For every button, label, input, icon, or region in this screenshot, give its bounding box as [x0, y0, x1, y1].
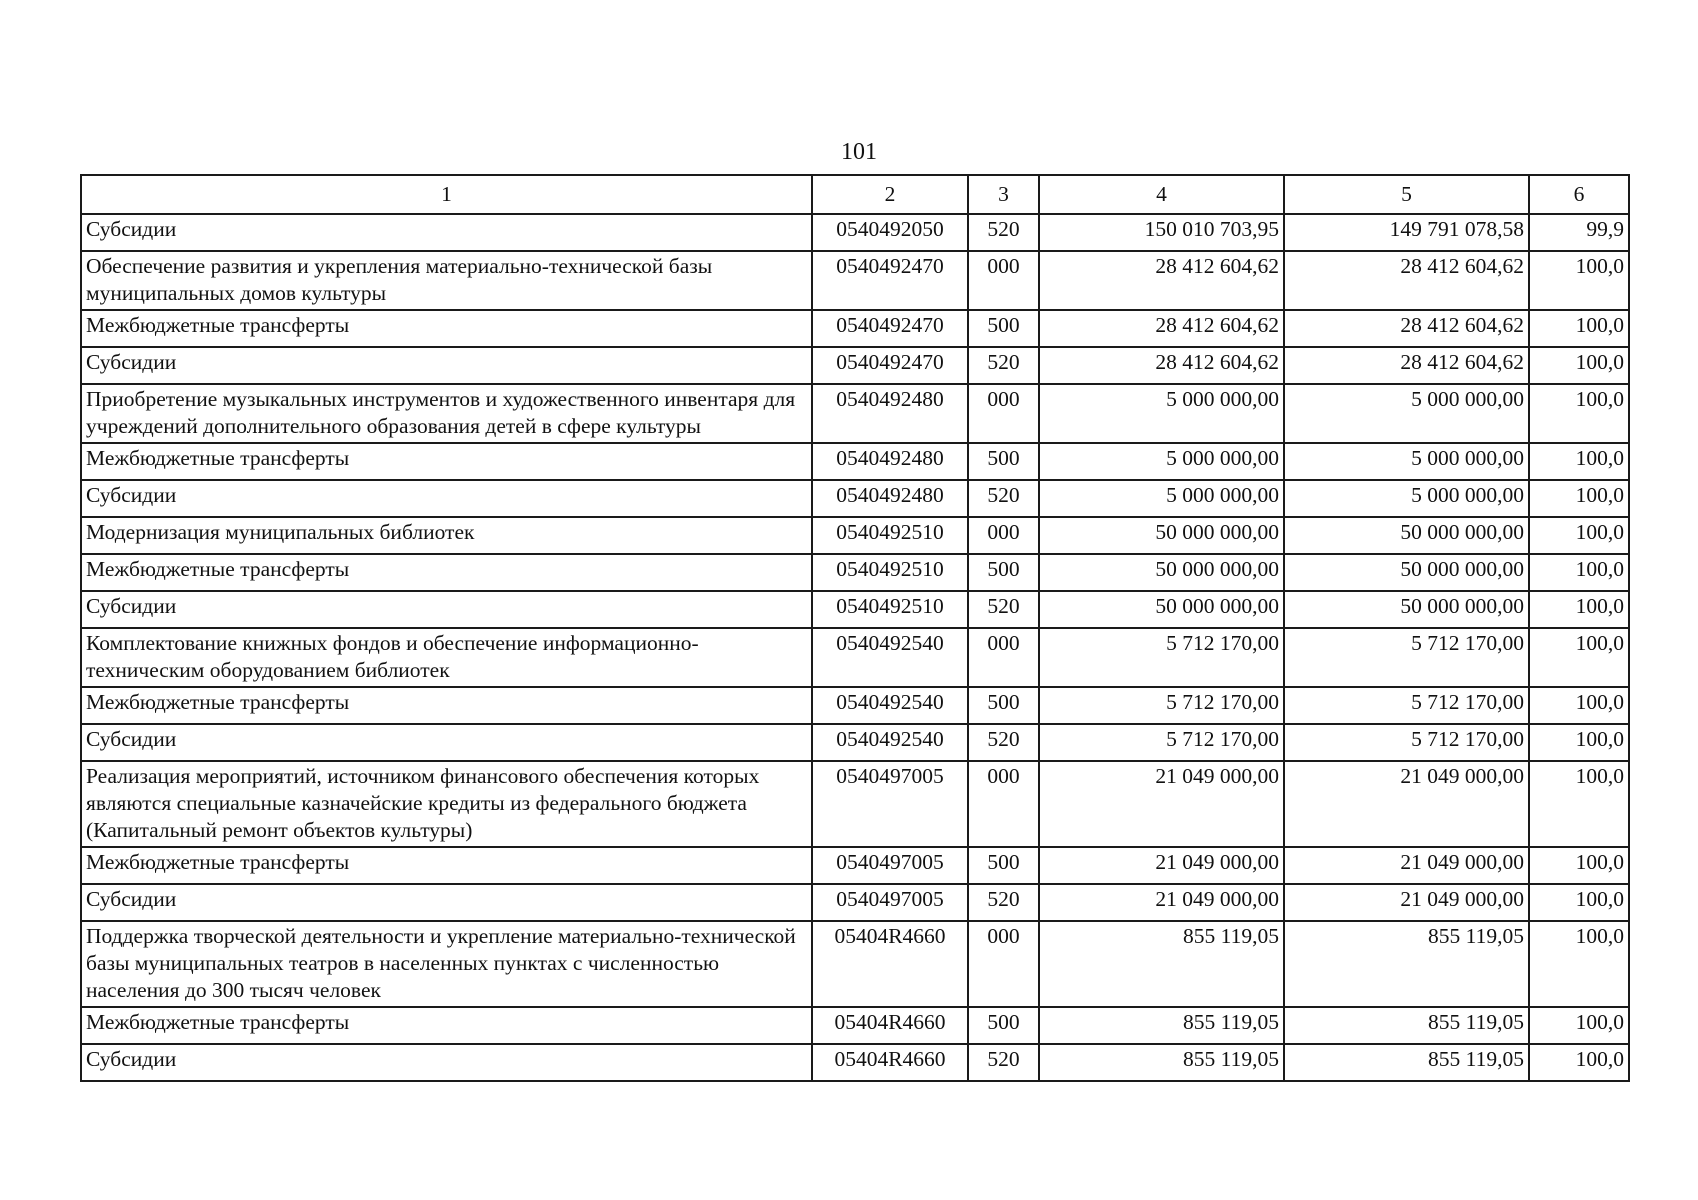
- execution-percent: 100,0: [1529, 384, 1629, 443]
- execution-percent: 100,0: [1529, 761, 1629, 847]
- planned-amount: 28 412 604,62: [1039, 347, 1284, 384]
- table-body: [81, 214, 1629, 1081]
- expense-item-name: Комплектование книжных фондов и обеспечение информационно-техническим оборудованием библиотек: [81, 628, 812, 687]
- execution-percent: 100,0: [1529, 687, 1629, 724]
- planned-amount: 5 000 000,00: [1039, 480, 1284, 517]
- expense-type-code: 520: [968, 480, 1039, 517]
- expense-item-name: Приобретение музыкальных инструментов и художественного инвентаря для учреждений дополнительного образования детей в сфере культуры: [81, 384, 812, 443]
- target-article-code: 0540492470: [812, 347, 968, 384]
- executed-amount: 50 000 000,00: [1284, 554, 1529, 591]
- executed-amount: 5 000 000,00: [1284, 384, 1529, 443]
- executed-amount: 5 000 000,00: [1284, 443, 1529, 480]
- planned-amount: 855 119,05: [1039, 1044, 1284, 1081]
- execution-percent: 100,0: [1529, 517, 1629, 554]
- column-header: 6: [1529, 175, 1629, 214]
- table-row: [81, 214, 1629, 251]
- expense-item-name: Модернизация муниципальных библиотек: [81, 517, 812, 554]
- table-row: [81, 384, 1629, 443]
- table-row: [81, 724, 1629, 761]
- expense-item-name: Субсидии: [81, 591, 812, 628]
- expense-item-name: Субсидии: [81, 480, 812, 517]
- expense-type-code: 520: [968, 1044, 1039, 1081]
- planned-amount: 5 000 000,00: [1039, 384, 1284, 443]
- planned-amount: 50 000 000,00: [1039, 517, 1284, 554]
- execution-percent: 100,0: [1529, 251, 1629, 310]
- executed-amount: 855 119,05: [1284, 1007, 1529, 1044]
- planned-amount: 855 119,05: [1039, 1007, 1284, 1044]
- expense-type-code: 500: [968, 554, 1039, 591]
- expense-type-code: 000: [968, 761, 1039, 847]
- target-article-code: 05404R4660: [812, 1007, 968, 1044]
- execution-percent: 100,0: [1529, 628, 1629, 687]
- target-article-code: 0540492480: [812, 384, 968, 443]
- execution-percent: 100,0: [1529, 480, 1629, 517]
- planned-amount: 50 000 000,00: [1039, 554, 1284, 591]
- target-article-code: 0540492470: [812, 251, 968, 310]
- expense-type-code: 500: [968, 443, 1039, 480]
- planned-amount: 5 712 170,00: [1039, 724, 1284, 761]
- execution-percent: 99,9: [1529, 214, 1629, 251]
- expense-item-name: Субсидии: [81, 347, 812, 384]
- planned-amount: 21 049 000,00: [1039, 884, 1284, 921]
- table-row: [81, 628, 1629, 687]
- executed-amount: 5 712 170,00: [1284, 687, 1529, 724]
- table-row: [81, 517, 1629, 554]
- expense-type-code: 500: [968, 310, 1039, 347]
- expense-type-code: 000: [968, 384, 1039, 443]
- table-row: [81, 761, 1629, 847]
- target-article-code: 0540492540: [812, 628, 968, 687]
- expense-item-name: Субсидии: [81, 214, 812, 251]
- target-article-code: 05404R4660: [812, 921, 968, 1007]
- expense-item-name: Субсидии: [81, 724, 812, 761]
- execution-percent: 100,0: [1529, 1007, 1629, 1044]
- executed-amount: 855 119,05: [1284, 921, 1529, 1007]
- expense-type-code: 520: [968, 347, 1039, 384]
- expense-item-name: Межбюджетные трансферты: [81, 443, 812, 480]
- expense-type-code: 000: [968, 921, 1039, 1007]
- expense-item-name: Межбюджетные трансферты: [81, 1007, 812, 1044]
- execution-percent: 100,0: [1529, 884, 1629, 921]
- execution-percent: 100,0: [1529, 591, 1629, 628]
- planned-amount: 21 049 000,00: [1039, 761, 1284, 847]
- expense-item-name: Субсидии: [81, 884, 812, 921]
- expense-type-code: 000: [968, 517, 1039, 554]
- executed-amount: 149 791 078,58: [1284, 214, 1529, 251]
- executed-amount: 5 712 170,00: [1284, 628, 1529, 687]
- planned-amount: 21 049 000,00: [1039, 847, 1284, 884]
- target-article-code: 0540492480: [812, 443, 968, 480]
- target-article-code: 0540492540: [812, 724, 968, 761]
- table-row: [81, 480, 1629, 517]
- target-article-code: 0540492510: [812, 517, 968, 554]
- execution-percent: 100,0: [1529, 724, 1629, 761]
- expense-item-name: Субсидии: [81, 1044, 812, 1081]
- executed-amount: 28 412 604,62: [1284, 347, 1529, 384]
- table-row: [81, 884, 1629, 921]
- expense-item-name: Межбюджетные трансферты: [81, 554, 812, 591]
- executed-amount: 855 119,05: [1284, 1044, 1529, 1081]
- expense-item-name: Межбюджетные трансферты: [81, 847, 812, 884]
- table-row: [81, 251, 1629, 310]
- budget-execution-table: [80, 174, 1630, 1082]
- executed-amount: 5 712 170,00: [1284, 724, 1529, 761]
- execution-percent: 100,0: [1529, 443, 1629, 480]
- target-article-code: 0540492540: [812, 687, 968, 724]
- executed-amount: 21 049 000,00: [1284, 884, 1529, 921]
- expense-item-name: Обеспечение развития и укрепления материально-технической базы муниципальных домов культуры: [81, 251, 812, 310]
- execution-percent: 100,0: [1529, 921, 1629, 1007]
- table-row: [81, 921, 1629, 1007]
- target-article-code: 05404R4660: [812, 1044, 968, 1081]
- column-header: 1: [81, 175, 812, 214]
- executed-amount: 28 412 604,62: [1284, 251, 1529, 310]
- executed-amount: 50 000 000,00: [1284, 517, 1529, 554]
- table-row: [81, 310, 1629, 347]
- column-header: 2: [812, 175, 968, 214]
- expense-type-code: 000: [968, 628, 1039, 687]
- executed-amount: 21 049 000,00: [1284, 847, 1529, 884]
- table-row: [81, 1044, 1629, 1081]
- execution-percent: 100,0: [1529, 310, 1629, 347]
- planned-amount: 5 712 170,00: [1039, 628, 1284, 687]
- target-article-code: 0540497005: [812, 884, 968, 921]
- planned-amount: 855 119,05: [1039, 921, 1284, 1007]
- table-row: [81, 847, 1629, 884]
- executed-amount: 28 412 604,62: [1284, 310, 1529, 347]
- expense-item-name: Межбюджетные трансферты: [81, 687, 812, 724]
- execution-percent: 100,0: [1529, 554, 1629, 591]
- executed-amount: 5 000 000,00: [1284, 480, 1529, 517]
- expense-item-name: Реализация мероприятий, источником финансового обеспечения которых являются специальные казначейские кредиты из федерального бюджета (Капитальный ремонт объектов культуры): [81, 761, 812, 847]
- expense-type-code: 520: [968, 724, 1039, 761]
- executed-amount: 21 049 000,00: [1284, 761, 1529, 847]
- expense-type-code: 500: [968, 687, 1039, 724]
- target-article-code: 0540492510: [812, 591, 968, 628]
- column-header: 5: [1284, 175, 1529, 214]
- planned-amount: 28 412 604,62: [1039, 310, 1284, 347]
- expense-type-code: 000: [968, 251, 1039, 310]
- executed-amount: 50 000 000,00: [1284, 591, 1529, 628]
- target-article-code: 0540492480: [812, 480, 968, 517]
- planned-amount: 5 712 170,00: [1039, 687, 1284, 724]
- expense-type-code: 520: [968, 884, 1039, 921]
- target-article-code: 0540497005: [812, 761, 968, 847]
- table-row: [81, 687, 1629, 724]
- planned-amount: 150 010 703,95: [1039, 214, 1284, 251]
- planned-amount: 5 000 000,00: [1039, 443, 1284, 480]
- target-article-code: 0540492050: [812, 214, 968, 251]
- target-article-code: 0540492470: [812, 310, 968, 347]
- expense-type-code: 520: [968, 214, 1039, 251]
- planned-amount: 50 000 000,00: [1039, 591, 1284, 628]
- expense-type-code: 520: [968, 591, 1039, 628]
- execution-percent: 100,0: [1529, 847, 1629, 884]
- table-row: [81, 1007, 1629, 1044]
- column-header: 4: [1039, 175, 1284, 214]
- expense-item-name: Поддержка творческой деятельности и укрепление материально-технической базы муниципальных театров в населенных пунктах с численностью населения до 300 тысяч человек: [81, 921, 812, 1007]
- target-article-code: 0540492510: [812, 554, 968, 591]
- table-row: [81, 347, 1629, 384]
- table-row: [81, 443, 1629, 480]
- execution-percent: 100,0: [1529, 347, 1629, 384]
- table-row: [81, 554, 1629, 591]
- column-header: 3: [968, 175, 1039, 214]
- target-article-code: 0540497005: [812, 847, 968, 884]
- expense-type-code: 500: [968, 1007, 1039, 1044]
- column-number-header-row: [81, 175, 1629, 214]
- expense-item-name: Межбюджетные трансферты: [81, 310, 812, 347]
- table-row: [81, 591, 1629, 628]
- planned-amount: 28 412 604,62: [1039, 251, 1284, 310]
- execution-percent: 100,0: [1529, 1044, 1629, 1081]
- page-number: 101: [841, 139, 877, 165]
- expense-type-code: 500: [968, 847, 1039, 884]
